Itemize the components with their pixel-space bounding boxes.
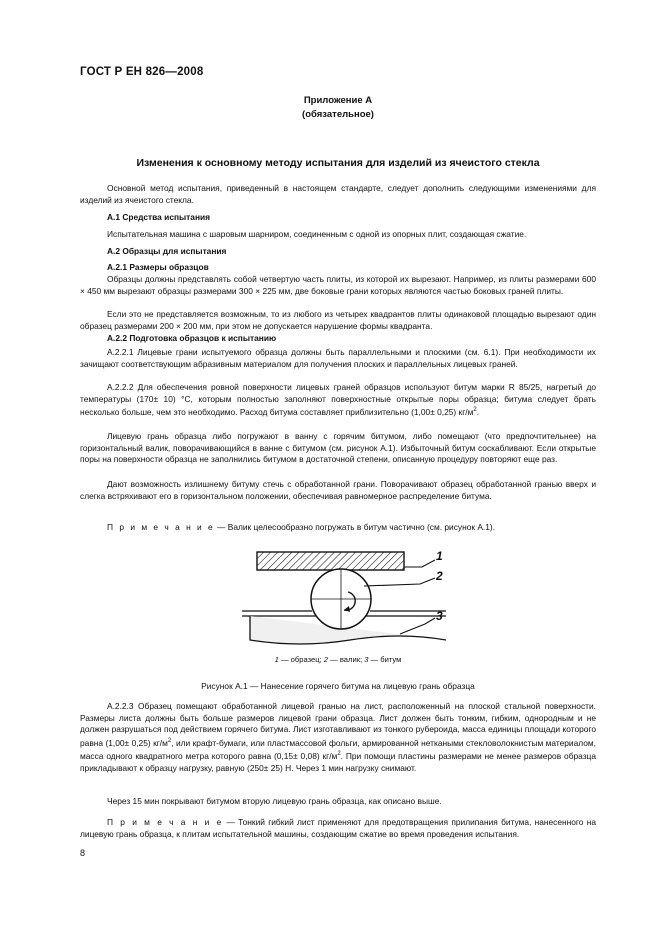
section-a222-paragraph: А.2.2.2 Для обеспечения ровной поверхности лицевых граней образцов используют битум марки R 85/25, нагретый до температуры (170± 10) °С, которым полностью заполняют поверхностные открытые поры образца; битума следует брать несколько больше, чем это необходимо. Расход битума составляет приблизительно (1,00± 0,25) $кг/м^2$. bbox=[80, 382, 596, 417]
section-a1-text: Испытательная машина с шаровым шарниром, соединенным с одной из опорных плит, создающая сжатие. bbox=[107, 229, 527, 239]
document-header: ГОСТ Р ЕН 826—2008 bbox=[80, 66, 204, 78]
section-a222-paragraph-dip: Лицевую грань образца либо погружают в ванну с горячим битумом, либо помещают (что предпочтительнее) на горизонтальный валик, поворачивающийся в ванне с битумом (см. рисунок А.1). Избыточный битум соскабливают. Если открытые поры на поверхности образца не заполнились битумом в достаточной степени, описанную процедуру повторяют еще раз. bbox=[80, 431, 596, 465]
section-a223-paragraph: А.2.2.3 Образец помещают обработанной лицевой гранью на лист, расположенный на плоской стальной поверхности. Размеры листа должны быть больше размеров лицевой грани образца. Лист должен быть тонким, гибким, однородным и не должен разрушаться под действием горячего битума. Лист изготавливают из тонкого рубероида, масса единицы площади которого равна (1,00± 0,25) $кг/м^2$, или крафт-бумаги, или пластмассовой фольги, армированной неткаными стекловолокнистым материалом, масса одного квадратного метра которого равна (0,15± 0,08) $кг/м^2$. При помощи пластины размерами не менее размеров образца прикладывают к образцу нагрузку, равную (250± 25) Н. Через 1 мин нагрузку снимают. bbox=[80, 701, 597, 773]
figure-caption: Рисунок А.1 — Нанесение горячего битума на лицевую грань образца bbox=[201, 681, 475, 691]
section-a21-heading: А.2.1 Размеры образцов bbox=[107, 262, 209, 272]
note-2: П р и м е ч а н и е — Тонкий гибкий лист применяют для предотвращения прилипания битума, нанесенного на лицевую грань образца, к плитам испытательной машины, создающим сжатие во время проведения испытания. bbox=[80, 817, 596, 839]
figure-legend: 1 — образец; 2 — валик; 3 — битум bbox=[274, 655, 402, 664]
figure-a1-diagram bbox=[240, 540, 460, 652]
intro-paragraph: Основной метод испытания, приведенный в настоящем стандарте, следует дополнить следующими изменениями для изделий из ячеистого стекла. bbox=[80, 183, 596, 205]
note-1: П р и м е ч а н и е — Валик целесообразно погружать в битум частично (см. рисунок А.1). bbox=[107, 522, 496, 532]
section-a21-paragraph-2: Если это не представляется возможным, то из любого из четырех квадрантов плиты одинаковой площадью вырезают один образец размерами 200 × 200 мм, при этом не допускается нарушение формы квадранта. bbox=[80, 309, 596, 331]
leader-line-1 bbox=[404, 560, 435, 567]
specimen-shape bbox=[257, 552, 404, 570]
figure-label-3: 3 bbox=[436, 609, 443, 623]
section-a221-paragraph: А.2.2.1 Лицевые грани испытуемого образца должны быть параллельными и плоскими (см. 6.1). При необходимости их зачищают соответствующим абразивным материалом для получения плоских и параллельных лицевых граней. bbox=[80, 347, 596, 369]
annex-heading: Изменения к основному методу испытания для изделий из ячеистого стекла bbox=[136, 157, 540, 169]
leader-line-2 bbox=[364, 578, 435, 586]
section-a222-paragraph-drain: Дают возможность излишнему битуму стечь с обработанной грани. Поворачивают образец обработанной гранью вверх и слегка встряхивают его в горизонтальном положении, обеспечивая равномерное распределение битума. bbox=[80, 479, 596, 501]
section-a1-heading: А.1 Средства испытания bbox=[107, 212, 211, 222]
figure-label-2: 2 bbox=[436, 569, 443, 583]
figure-label-1: 1 bbox=[436, 549, 443, 563]
section-a223-paragraph-2: Через 15 мин покрывают битумом вторую лицевую грань образца, как описано выше. bbox=[107, 796, 442, 806]
annex-title: Приложение А bbox=[303, 95, 373, 106]
note-label: П р и м е ч а н и е bbox=[107, 522, 215, 532]
leader-line-3 bbox=[400, 618, 435, 634]
section-a2-heading: А.2 Образцы для испытания bbox=[107, 246, 227, 256]
annex-status: (обязательное) bbox=[302, 109, 374, 120]
section-a22-heading: А.2.2 Подготовка образцов к испытанию bbox=[107, 333, 277, 343]
page-number: 8 bbox=[80, 848, 86, 858]
section-a21-paragraph-1: Образцы должны представлять собой четвертую часть плиты, из которой их вырезают. Например, из плиты размерами 600 × 450 мм вырезают образцы размерами 300 × 225 мм, две боковые грани которых являются частью боковых граней плиты. bbox=[80, 274, 596, 296]
